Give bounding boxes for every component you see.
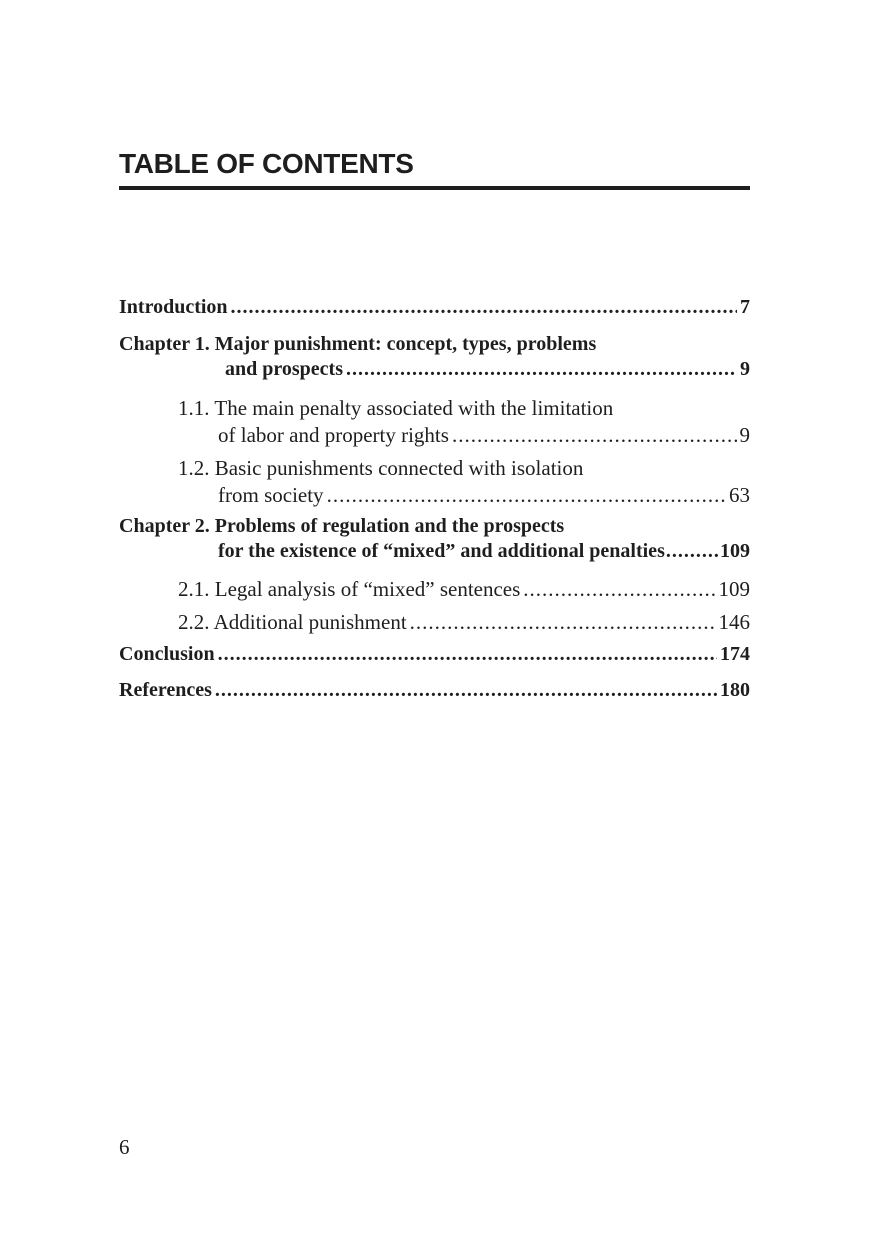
toc-page-number: 109 bbox=[718, 577, 750, 601]
toc-entry-chapter-1-title[interactable]: Chapter 1. Major punishment: concept, types, problems bbox=[119, 333, 597, 355]
toc-entry-section-1-2[interactable] bbox=[218, 482, 750, 508]
toc-leader-dots bbox=[410, 609, 716, 635]
toc-entry-references[interactable] bbox=[119, 677, 750, 703]
toc-leader-dots bbox=[218, 641, 717, 667]
toc-entry-section-2-1[interactable] bbox=[178, 576, 750, 602]
toc-title: from society bbox=[218, 483, 324, 507]
toc-leader-dots bbox=[327, 482, 726, 508]
toc-entry-conclusion[interactable] bbox=[119, 641, 750, 667]
toc-entry-section-1-1-title[interactable]: 1.1. The main penalty associated with the limitation bbox=[178, 396, 614, 420]
toc-title: and prospects bbox=[225, 358, 343, 380]
toc-leader-dots bbox=[666, 538, 719, 564]
toc-entry-section-2-2[interactable] bbox=[178, 609, 750, 635]
toc-title: Conclusion bbox=[119, 643, 215, 665]
toc-entry-section-1-1[interactable] bbox=[218, 422, 750, 448]
toc-page-number: 9 bbox=[740, 358, 750, 380]
heading-rule bbox=[119, 186, 750, 190]
toc-entry-introduction[interactable] bbox=[119, 294, 750, 320]
toc-page-number: 109 bbox=[720, 540, 750, 562]
toc-leader-dots bbox=[523, 576, 715, 602]
page-number: 6 bbox=[119, 1135, 130, 1159]
toc-title: Introduction bbox=[119, 296, 228, 318]
toc-entry-chapter-1[interactable] bbox=[225, 356, 750, 382]
toc-leader-dots bbox=[452, 422, 737, 448]
toc-leader-dots bbox=[215, 677, 717, 703]
toc-page-number: 9 bbox=[739, 423, 750, 447]
toc-entry-chapter-2-title[interactable]: Chapter 2. Problems of regulation and the prospects bbox=[119, 515, 565, 537]
toc-page-number: 146 bbox=[718, 610, 750, 634]
toc-entry-chapter-2[interactable] bbox=[218, 538, 750, 564]
toc-leader-dots bbox=[231, 294, 737, 320]
toc-title: for the existence of “mixed” and additional penalties bbox=[218, 540, 665, 562]
toc-page-number: 63 bbox=[729, 483, 750, 507]
toc-title: References bbox=[119, 679, 212, 701]
toc-page-number: 174 bbox=[720, 643, 750, 665]
toc-title: 2.1. Legal analysis of “mixed” sentences bbox=[178, 577, 521, 601]
toc-page-number: 7 bbox=[740, 296, 750, 318]
page-heading: TABLE OF CONTENTS bbox=[119, 148, 414, 179]
toc-title: 2.2. Additional punishment bbox=[178, 610, 407, 634]
toc-page-number: 180 bbox=[720, 679, 750, 701]
toc-title: of labor and property rights bbox=[218, 423, 449, 447]
toc-leader-dots bbox=[346, 356, 737, 382]
toc-entry-section-1-2-title[interactable]: 1.2. Basic punishments connected with isolation bbox=[178, 456, 584, 480]
